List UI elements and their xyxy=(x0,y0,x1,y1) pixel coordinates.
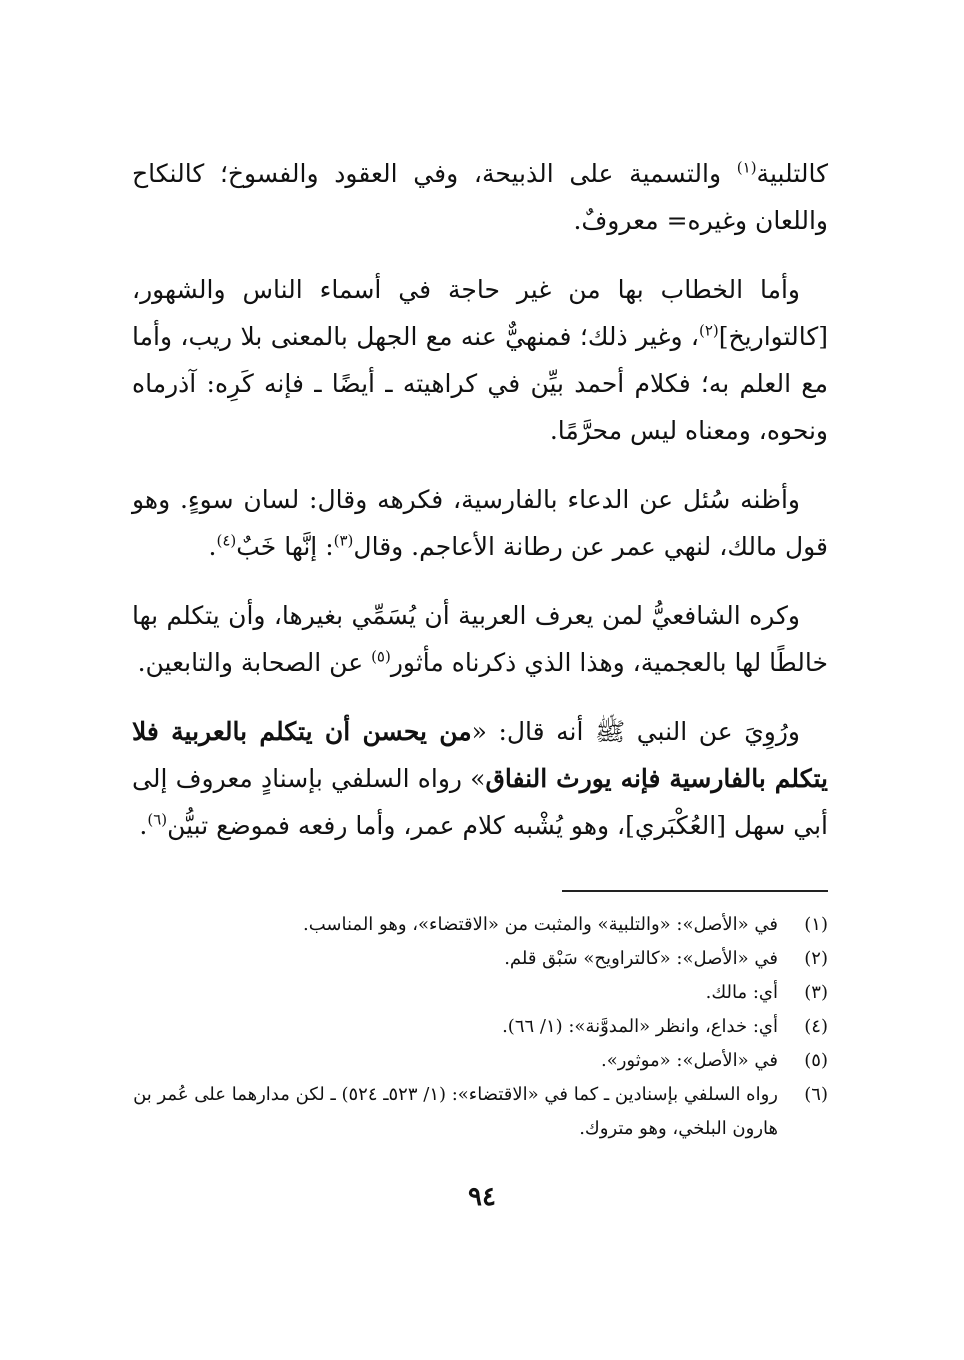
main-text-body xyxy=(132,150,828,871)
footnote-number: (٤) xyxy=(804,1016,828,1037)
footnote-separator xyxy=(562,890,828,892)
paragraph-3-text: وأظنه سُئل عن الدعاء بالفارسية، فكرهه وقال: لسان سوءٍ. وهو قول مالك، لنهي عمر عن رطانة الأعاجم. وقال xyxy=(132,485,828,561)
footnote-ref-6[interactable]: (٦) xyxy=(147,810,168,829)
page-number: ٩٤ xyxy=(468,1182,496,1212)
paragraph-4-text: وكره الشافعيُّ لمن يعرف العربية أن يُسَمِّي بغيرها، وأن يتكلم بها خالطًا لها بالعجمية، وهذا الذي ذكرناه مأثور xyxy=(132,601,828,677)
footnote-ref-1[interactable]: (١) xyxy=(736,158,757,177)
footnote-number: (٦) xyxy=(804,1084,828,1105)
footnote-text: في «الأصل»: «موثور». xyxy=(600,1050,778,1071)
footnote-number: (٥) xyxy=(804,1050,828,1071)
paragraph-5-text: ورُوِيَ عن النبي ﷺ أنه قال: « xyxy=(471,717,800,746)
paragraph-1-text: كالتلبية xyxy=(756,159,828,188)
footnote-ref-4[interactable]: (٤) xyxy=(216,531,237,550)
footnote-text: في «الأصل»: «كالتراويح» سَبْق قلم. xyxy=(504,948,778,969)
footnote-item xyxy=(132,1044,828,1078)
footnote-text: رواه السلفي بإسنادين ـ كما في «الاقتضاء»: (١/ ٥٢٣ـ ٥٢٤) ـ لكن مدارهما على عُمر بن هارون البلخي، وهو متروك. xyxy=(133,1084,778,1139)
paragraph-3 xyxy=(132,476,828,570)
footnote-item xyxy=(132,976,828,1010)
paragraph-3-text-end: . xyxy=(208,532,217,561)
footnote-number: (٣) xyxy=(804,982,828,1003)
footnote-ref-3[interactable]: (٣) xyxy=(333,531,354,550)
paragraph-1-text-cont: والتسمية على الذبيحة، وفي العقود والفسوخ؛ كالنكاح واللعان وغيره= معروفٌ. xyxy=(132,159,828,235)
paragraph-2-text: وأما الخطاب بها من غير حاجة في أسماء الناس والشهور، [كالتواريخ] xyxy=(132,275,828,351)
footnote-item xyxy=(132,942,828,976)
footnote-number: (١) xyxy=(804,914,828,935)
paragraph-3-text-cont: : إنَّها خَبٌ xyxy=(236,532,334,561)
footnote-ref-2[interactable]: (٢) xyxy=(699,321,719,340)
footnote-item xyxy=(132,1010,828,1044)
footnote-text: أي: مالك. xyxy=(705,982,778,1003)
footnote-number: (٢) xyxy=(804,948,828,969)
footnote-item xyxy=(132,908,828,942)
footnote-ref-5[interactable]: (٥) xyxy=(371,647,391,666)
paragraph-5-text-cont: » رواه السلفي بإسنادٍ معروف إلى أبي سهل [العُكْبَري]، وهو يُشْبه كلام عمر، وأما رفعه فموضع تبيُّن xyxy=(132,764,828,840)
paragraph-2 xyxy=(132,266,828,454)
paragraph-5-text-end: . xyxy=(139,811,148,840)
paragraph-2-text-cont: ، وغير ذلك؛ فمنهيٌّ عنه مع الجهل بالمعنى بلا ريب، وأما مع العلم به؛ فكلام أحمد بيِّن في كراهيته ـ أيضًا ـ فإنه كَرِه: آذرماه ونحوه، ومعناه ليس محرَّمًا. xyxy=(132,322,828,445)
paragraph-1 xyxy=(132,150,828,244)
footnote-item xyxy=(132,1078,828,1146)
hadith-quote: من يحسن أن يتكلم بالعربية فلا يتكلم بالفارسية فإنه يورث النفاق xyxy=(132,717,829,793)
paragraph-4-text-cont: عن الصحابة والتابعين. xyxy=(137,648,372,677)
paragraph-4 xyxy=(132,592,828,686)
paragraph-5 xyxy=(132,708,828,849)
footnote-text: أي: خداع، وانظر «المدوَّنة»: (١/ ٦٦). xyxy=(502,1016,778,1037)
footnote-text: في «الأصل»: «والتلبية» والمثبت من «الاقتضاء»، وهو المناسب. xyxy=(303,914,778,935)
footnotes-section xyxy=(132,908,828,1146)
